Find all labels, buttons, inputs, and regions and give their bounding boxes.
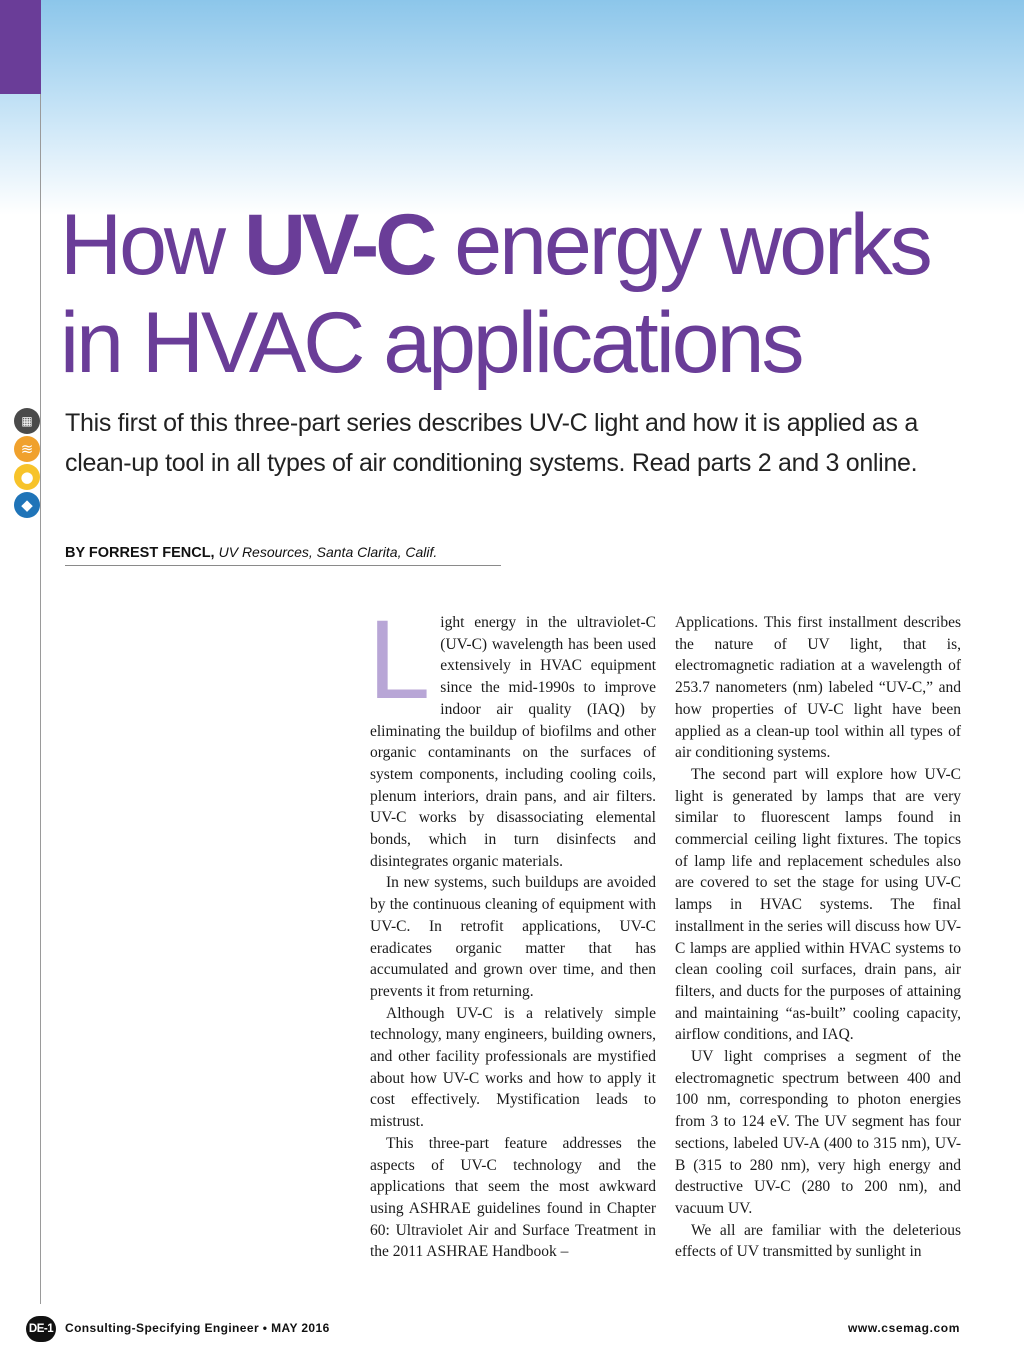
margin-rule — [40, 94, 41, 1304]
paragraph: The second part will explore how UV-C light is generated by lamps that are very similar to fluorescent lamps found in commercial ceiling light fixtures. The topics of lamp life and replacement schedules also are covered to set the stage for using UV-C lamps in HVAC systems. The final installment in the series will discuss how UV-C lamps are applied within HVAC systems to clean cooling coil surfaces, drain pans, air filters, and ducts for the purposes of attaining and maintaining “as-built” cooling capacity, airflow conditions, and IAQ. — [675, 765, 961, 1044]
page-number: DE-1 — [26, 1316, 56, 1342]
article-column-1 — [368, 597, 656, 1263]
paragraph: This three-part feature addresses the aspects of UV-C technology and the applications that seem the most awkward using ASHRAE guidelines found in Chapter 60: Ultraviolet Air and Surface Treatment in the 2011 ASHRAE Handbook – — [370, 1134, 656, 1261]
header-gradient — [0, 0, 1024, 215]
paragraph: Light energy in the ultraviolet-C (UV-C) wavelength has been used extensively in HVAC equipment since the mid-1990s to improve indoor air quality (IAQ) by eliminating the buildup of biofilms and other organic contaminants on the surfaces of system components, including cooling coils, plenum interiors, drain pans, and air filters. UV-C works by disassociating elemental bonds, which in turn disinfects and disintegrates organic materials. — [368, 597, 656, 870]
paragraph: In new systems, such buildups are avoided by the continuous cleaning of equipment with UV-C. In retrofit applications, UV-C eradicates organic matter that has accumulated and grown over time, and then prevents it from returning. — [370, 874, 656, 1000]
paragraph: We all are familiar with the deleterious effects of UV transmitted by sunlight in — [675, 1221, 961, 1261]
building-icon: ▦ — [14, 408, 40, 434]
article-title: How UV-C energy works in HVAC applications — [60, 197, 930, 391]
lightbulb-icon: ● — [14, 464, 40, 490]
category-icons — [14, 408, 42, 520]
byline-affiliation: UV Resources, Santa Clarita, Calif. — [218, 544, 438, 560]
byline-author: BY FORREST FENCL, — [65, 545, 215, 561]
page-footer — [26, 1316, 960, 1342]
section-tab — [0, 0, 41, 94]
paragraph: Applications. This first installment describes the nature of UV light, that is, electromagnetic radiation at a wavelength of 253.7 nanometers (nm) labeled “UV-C,” and how properties of UV-C light have been applied as a clean-up tool within all types of air conditioning systems. — [675, 614, 961, 762]
website-link[interactable]: www.csemag.com — [848, 1321, 960, 1335]
article-column-2 — [675, 612, 961, 1263]
drop-cap: L — [368, 597, 431, 722]
article-deck: This first of this three-part series describes UV-C light and how it is applied as a clean-up tool in all types of air conditioning systems. Read parts 2 and 3 online. — [65, 409, 918, 477]
water-drop-icon: ◆ — [14, 492, 40, 518]
paragraph: UV light comprises a segment of the electromagnetic spectrum between 400 and 100 nm, corresponding to photon energies from 3 to 124 eV. The UV segment has four sections, labeled UV-A (400 to 315 nm), UV-B (315 to 280 nm), very high energy and destructive UV-C (280 to 200 nm), and vacuum UV. — [675, 1048, 961, 1217]
heat-icon: ≋ — [14, 436, 40, 462]
publication-line: Consulting-Specifying Engineer • MAY 2016 — [65, 1321, 330, 1335]
paragraph: Although UV-C is a relatively simple technology, many engineers, building owners, and other facility professionals are mystified about how UV-C works and how to apply it cost effectively. Mystification leads to mistrust. — [370, 1004, 656, 1131]
byline — [65, 544, 501, 566]
